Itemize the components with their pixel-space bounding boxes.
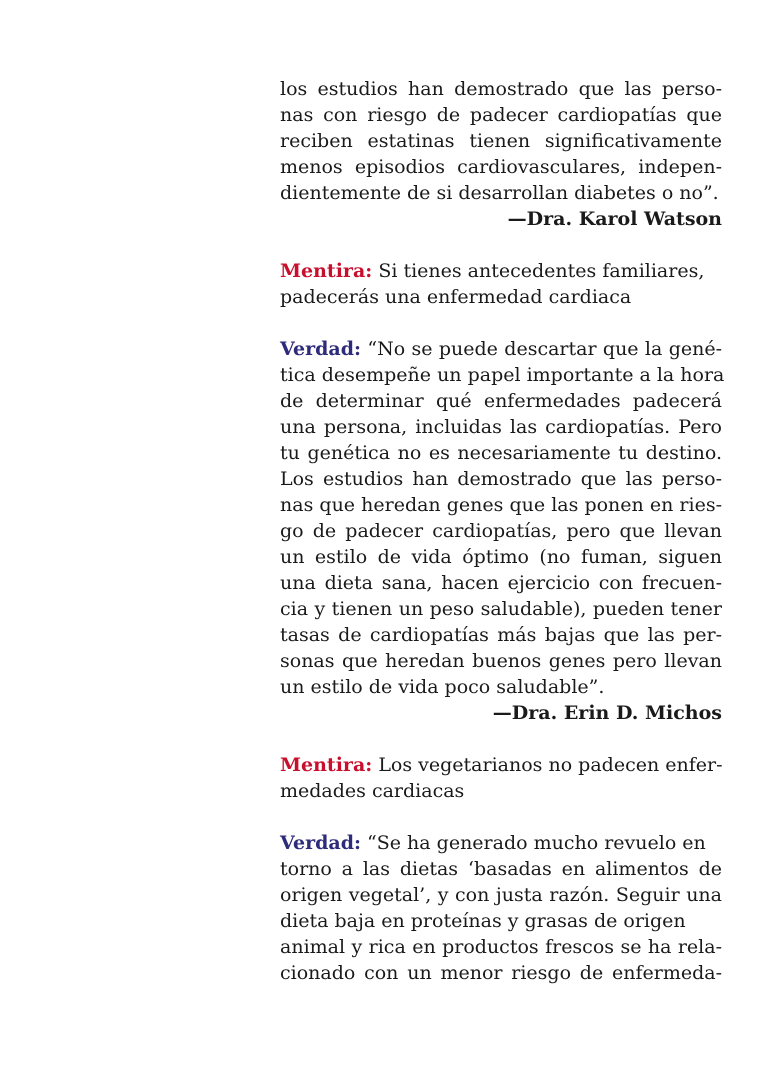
text-line: tasas de cardiopatías más bajas que las per- (280, 624, 722, 646)
article-column (280, 76, 725, 986)
myth-paragraph (280, 752, 722, 804)
myth-text: Si tienes antecedentes familiares, (378, 260, 705, 282)
text-line: reciben estatinas tienen significativamente (280, 130, 722, 152)
intro-paragraph (280, 76, 722, 232)
text-line: origen vegetal’, y con justa razón. Seguir una (280, 884, 722, 906)
text-line: menos episodios cardiovasculares, indepen- (280, 156, 722, 178)
text-line: animal y rica en productos frescos se ha rela- (280, 936, 722, 958)
truth-text: “No se puede descartar que la gené- (367, 338, 722, 360)
text-line: dientemente de si desarrollan diabetes o no”. (280, 182, 719, 204)
myth-label: Mentira: (280, 260, 373, 282)
text-line: un estilo de vida poco saludable”. (280, 676, 605, 698)
text-line: dieta baja en proteínas y grasas de origen (280, 910, 686, 932)
text-line: torno a las dietas ‘basadas en alimentos de (280, 858, 722, 880)
text-line: cionado con un menor riesgo de enfermeda- (280, 962, 722, 984)
myth-text: Los vegetarianos no padecen enfer- (378, 754, 723, 776)
text-line: sonas que heredan buenos genes pero llevan (280, 650, 722, 672)
text-line (280, 830, 722, 856)
text-line: cia y tienen un peso saludable), pueden tener (280, 598, 722, 620)
text-line (280, 336, 722, 362)
spacer (280, 310, 722, 336)
spacer (280, 726, 722, 752)
text-line: nas que heredan genes que las ponen en ries- (280, 494, 722, 516)
truth-paragraph (280, 830, 722, 986)
spacer (280, 232, 722, 258)
text-line: tica desempeñe un papel importante a la hora (280, 364, 725, 386)
truth-label: Verdad: (280, 338, 361, 360)
text-line (280, 752, 722, 778)
text-line: medades cardiacas (280, 780, 465, 802)
myth-label: Mentira: (280, 754, 373, 776)
truth-label: Verdad: (280, 832, 361, 854)
text-line: una dieta sana, hacen ejercicio con frecuen- (280, 572, 722, 594)
signature-karol-watson: —Dra. Karol Watson (507, 208, 722, 230)
signature-erin-michos: —Dra. Erin D. Michos (492, 702, 722, 724)
text-line: un estilo de vida óptimo (no fuman, siguen (280, 546, 722, 568)
truth-text: “Se ha generado mucho revuelo en (367, 832, 706, 854)
spacer (280, 804, 722, 830)
text-line: go de padecer cardiopatías, pero que llevan (280, 520, 722, 542)
text-line: padecerás una enfermedad cardiaca (280, 286, 632, 308)
truth-paragraph (280, 336, 725, 726)
text-line (280, 258, 722, 284)
text-line: de determinar qué enfermedades padecerá (280, 390, 722, 412)
text-line: una persona, incluidas las cardiopatías. Pero (280, 416, 722, 438)
text-line: tu genética no es necesariamente tu destino. (280, 442, 722, 464)
text-line: nas con riesgo de padecer cardiopatías que (280, 104, 722, 126)
myth-paragraph (280, 258, 722, 310)
text-line: los estudios han demostrado que las perso- (280, 78, 722, 100)
text-line: Los estudios han demostrado que las perso- (280, 468, 722, 490)
